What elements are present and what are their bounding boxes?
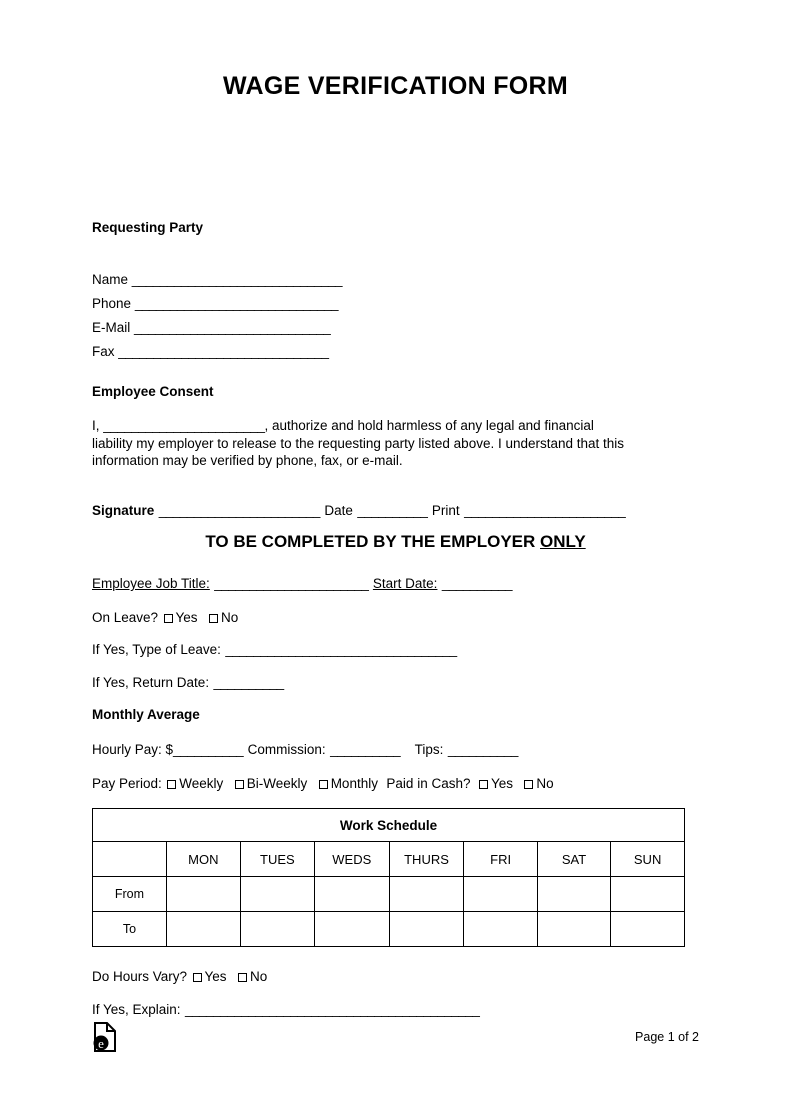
cell-to-mon[interactable] [166, 912, 240, 947]
eforms-logo [92, 1022, 118, 1052]
cell-from-sat[interactable] [537, 877, 611, 912]
cell-to-weds[interactable] [315, 912, 390, 947]
pay-period-label: Pay Period: [92, 776, 162, 791]
cell-from-tues[interactable] [240, 877, 314, 912]
corner-cell [93, 842, 167, 877]
paid-in-cash-no-label: No [536, 776, 554, 791]
day-header-sun: SUN [611, 842, 685, 877]
print-blank[interactable]: _______________________ [464, 503, 626, 518]
job-title-label: Employee Job Title: [92, 576, 210, 591]
day-header-mon: MON [166, 842, 240, 877]
hours-vary-row [92, 965, 267, 989]
page-number: Page 1 of 2 [635, 1030, 699, 1044]
employee-consent-heading: Employee Consent [92, 384, 214, 399]
hours-vary-yes-checkbox[interactable] [193, 973, 202, 982]
cell-from-fri[interactable] [464, 877, 537, 912]
commission-label: Commission: [247, 742, 326, 757]
work-schedule-caption: Work Schedule [93, 809, 685, 842]
return-date-label: If Yes, Return Date: [92, 675, 210, 690]
requesting-party-section [92, 220, 203, 235]
field-name-label: Name [92, 272, 129, 287]
signature-label: Signature [92, 503, 155, 518]
field-email[interactable] [92, 316, 342, 340]
paid-in-cash-label: Paid in Cash? [386, 776, 471, 791]
pay-period-weekly-checkbox[interactable] [167, 780, 176, 789]
day-header-sat: SAT [537, 842, 611, 877]
employer-section-heading [92, 532, 699, 552]
cell-to-thurs[interactable] [389, 912, 464, 947]
paid-in-cash-yes-label: Yes [490, 776, 513, 791]
on-leave-yes-label: Yes [175, 610, 198, 625]
pay-period-monthly-label: Monthly [330, 776, 378, 791]
field-phone-blank: _____________________________ [134, 296, 339, 311]
hourly-pay-blank[interactable]: __________ [173, 742, 244, 757]
consent-line1-blank[interactable]: _______________________ [103, 418, 265, 433]
cell-to-fri[interactable] [464, 912, 537, 947]
tips-blank[interactable]: __________ [447, 742, 518, 757]
table-caption-row [93, 809, 685, 842]
on-leave-no-label: No [221, 610, 239, 625]
requesting-party-fields [92, 268, 342, 364]
table-row [93, 877, 685, 912]
monthly-average-heading: Monthly Average [92, 707, 200, 722]
row-label-to: To [93, 912, 167, 947]
start-date-blank[interactable]: __________ [441, 576, 512, 591]
pay-period-row [92, 772, 554, 796]
day-header-tues: TUES [240, 842, 314, 877]
field-name-blank: ______________________________ [131, 272, 343, 287]
date-label: Date [324, 503, 353, 518]
table-row [93, 912, 685, 947]
document-page [0, 72, 791, 1096]
employee-consent-paragraph [92, 417, 672, 470]
hourly-pay-row [92, 738, 518, 762]
hourly-pay-label: Hourly Pay: $ [92, 742, 174, 757]
signature-row [92, 499, 625, 523]
field-email-label: E-Mail [92, 320, 131, 335]
field-email-blank: ____________________________ [134, 320, 331, 335]
day-header-fri: FRI [464, 842, 537, 877]
cell-from-weds[interactable] [315, 877, 390, 912]
consent-line-3: information may be verified by phone, fax, or e-mail. [92, 453, 403, 468]
on-leave-row [92, 606, 238, 630]
table-header-row [93, 842, 685, 877]
employee-job-title-row [92, 572, 512, 596]
day-header-thurs: THURS [389, 842, 464, 877]
day-header-weds: WEDS [315, 842, 390, 877]
field-fax-label: Fax [92, 344, 115, 359]
type-of-leave-label: If Yes, Type of Leave: [92, 642, 221, 657]
job-title-blank[interactable]: ______________________ [214, 576, 369, 591]
page-footer [0, 1022, 791, 1052]
type-of-leave-row [92, 638, 457, 662]
pay-period-weekly-label: Weekly [179, 776, 224, 791]
cell-from-thurs[interactable] [389, 877, 464, 912]
hours-vary-no-checkbox[interactable] [238, 973, 247, 982]
signature-blank[interactable]: _______________________ [158, 503, 320, 518]
field-fax-blank: ______________________________ [118, 344, 329, 359]
employer-heading-only: ONLY [540, 532, 586, 551]
field-fax[interactable] [92, 340, 342, 364]
on-leave-label: On Leave? [92, 610, 159, 625]
start-date-label: Start Date: [372, 576, 438, 591]
paid-in-cash-yes-checkbox[interactable] [479, 780, 488, 789]
on-leave-no-checkbox[interactable] [209, 614, 218, 623]
consent-line1-pre: I, [92, 418, 104, 433]
field-name[interactable] [92, 268, 342, 292]
work-schedule-table-wrap [92, 808, 685, 947]
page-title: WAGE VERIFICATION FORM [222, 72, 568, 100]
explain-blank[interactable]: __________________________________________ [185, 1002, 480, 1017]
cell-from-sun[interactable] [611, 877, 685, 912]
tips-label: Tips: [414, 742, 444, 757]
cell-to-tues[interactable] [240, 912, 314, 947]
cell-to-sun[interactable] [611, 912, 685, 947]
cell-to-sat[interactable] [537, 912, 611, 947]
document-icon [92, 1022, 118, 1052]
employee-consent-section [92, 384, 214, 399]
hours-vary-no-label: No [249, 969, 268, 984]
employer-heading-text: TO BE COMPLETED BY THE EMPLOYER [205, 532, 540, 551]
date-blank[interactable]: __________ [357, 503, 428, 518]
work-schedule-table [92, 808, 685, 947]
pay-period-monthly-checkbox[interactable] [319, 780, 328, 789]
svg-text:e: e [98, 1036, 104, 1051]
hours-vary-yes-label: Yes [204, 969, 227, 984]
pay-period-biweekly-checkbox[interactable] [235, 780, 244, 789]
pay-period-biweekly-label: Bi-Weekly [246, 776, 308, 791]
explain-label: If Yes, Explain: [92, 1002, 181, 1017]
requesting-party-heading: Requesting Party [92, 220, 204, 235]
return-date-row [92, 671, 284, 695]
type-of-leave-blank[interactable]: _________________________________ [225, 642, 457, 657]
return-date-blank[interactable]: __________ [213, 675, 284, 690]
commission-blank[interactable]: __________ [330, 742, 401, 757]
print-label: Print [431, 503, 460, 518]
hours-vary-label: Do Hours Vary? [92, 969, 188, 984]
consent-line-1 [92, 417, 672, 435]
field-phone[interactable] [92, 292, 342, 316]
hours-vary-explain-row [92, 998, 479, 1022]
field-phone-label: Phone [92, 296, 132, 311]
consent-line1-post: , authorize and hold harmless of any legal and financial [264, 418, 594, 433]
row-label-from: From [93, 877, 167, 912]
consent-line-2: liability my employer to release to the requesting party listed above. I understand that this [92, 435, 625, 451]
on-leave-yes-checkbox[interactable] [164, 614, 173, 623]
paid-in-cash-no-checkbox[interactable] [524, 780, 533, 789]
cell-from-mon[interactable] [166, 877, 240, 912]
